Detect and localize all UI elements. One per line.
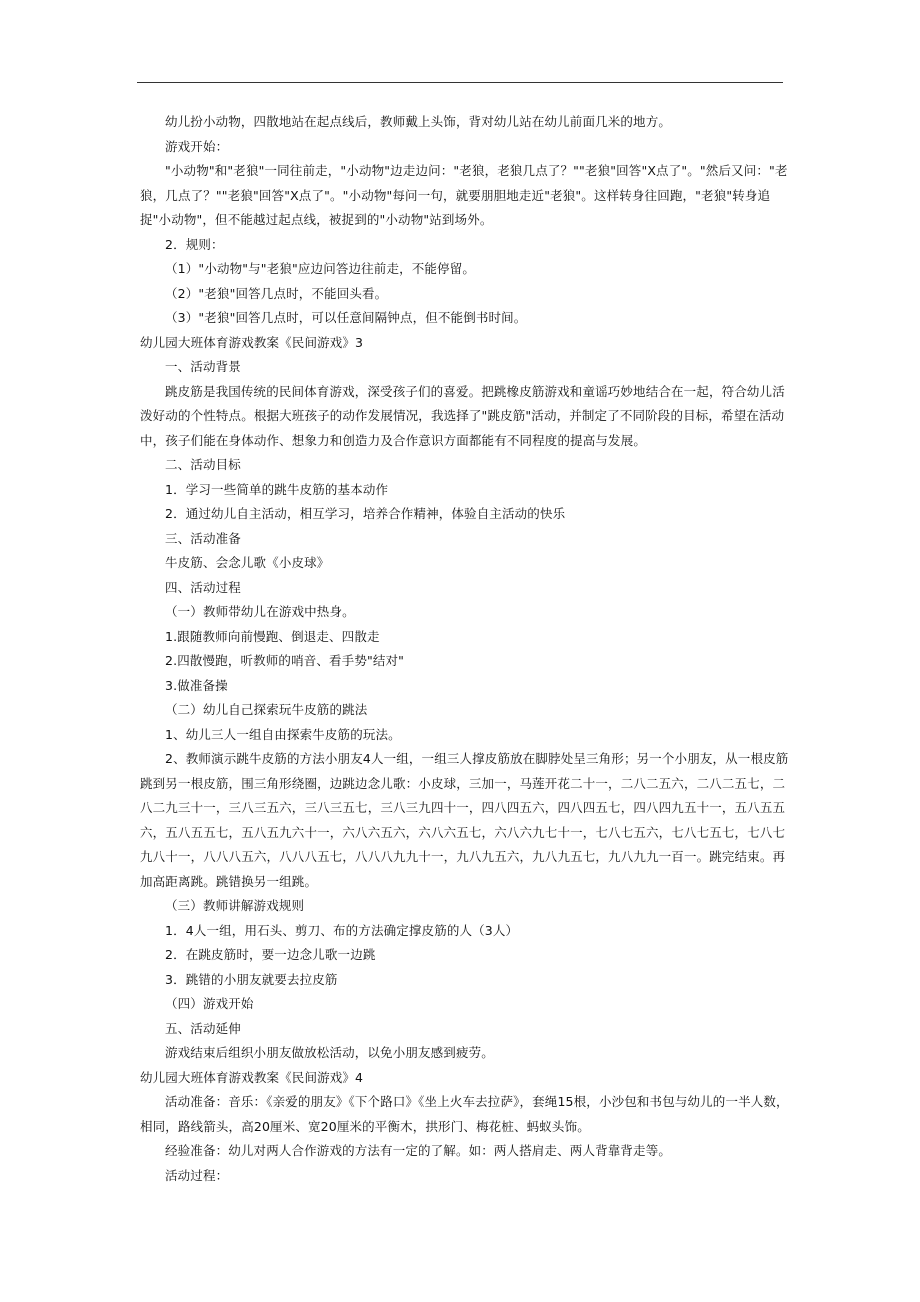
paragraph: 2．通过幼儿自主活动，相互学习，培养合作精神，体验自主活动的快乐 bbox=[165, 506, 566, 521]
paragraph: 活动过程： bbox=[165, 1167, 229, 1183]
paragraph: 幼儿扮小动物，四散地站在起点线后，教师戴上头饰，背对幼儿站在幼儿前面几米的地方。 bbox=[165, 114, 672, 129]
paragraph: 活动准备：音乐：《亲爱的朋友》《下个路口》《坐上火车去拉萨》，套绳15根，小沙包和书包与幼儿的一半人数，相同，路线箭头，高20厘米、宽20厘米的平衡木，拱形门、梅花桩、蚂蚁头饰。 bbox=[140, 1094, 789, 1134]
paragraph: 1．学习一些简单的跳牛皮筋的基本动作 bbox=[165, 481, 389, 497]
paragraph: 二、活动目标 bbox=[165, 457, 241, 472]
paragraph: 2.四散慢跑，听教师的哨音、看手势"结对" bbox=[165, 653, 405, 668]
paragraph: （2）"老狼"回答几点时，不能回头看。 bbox=[165, 285, 388, 301]
paragraph: 五、活动延伸 bbox=[165, 1020, 241, 1036]
paragraph: 3．跳错的小朋友就要去拉皮筋 bbox=[165, 971, 338, 987]
paragraph: 四、活动过程 bbox=[165, 579, 241, 595]
paragraph: 经验准备：幼儿对两人合作游戏的方法有一定的了解。如：两人搭肩走、两人背靠背走等。 bbox=[165, 1143, 672, 1158]
paragraph: 1、幼儿三人一组自由探索牛皮筋的玩法。 bbox=[165, 726, 401, 742]
section-title: 幼儿园大班体育游戏教案《民间游戏》4 bbox=[140, 1069, 364, 1085]
paragraph: （四）游戏开始 bbox=[165, 996, 254, 1011]
paragraph: 2．规则： bbox=[165, 236, 224, 252]
paragraph: 一、活动背景 bbox=[165, 359, 241, 374]
paragraph: 三、活动准备 bbox=[165, 530, 241, 546]
paragraph: （3）"老狼"回答几点时，可以任意间隔钟点，但不能倒书时间。 bbox=[165, 310, 527, 325]
paragraph: （二）幼儿自己探索玩牛皮筋的跳法 bbox=[165, 702, 368, 717]
paragraph: （1）"小动物"与"老狼"应边问答边往前走，不能停留。 bbox=[165, 261, 476, 276]
section-title: 幼儿园大班体育游戏教案《民间游戏》3 bbox=[140, 334, 364, 350]
header-rule bbox=[137, 82, 783, 83]
paragraph: 游戏开始： bbox=[165, 138, 229, 154]
paragraph: 牛皮筋、会念儿歌《小皮球》 bbox=[165, 555, 330, 570]
paragraph: "小动物"和"老狼"一同往前走，"小动物"边走边问："老狼，老狼几点了？""老狼"回答"X点了"。"然后又问："老狼，几点了？""老狼"回答"X点了"。"小动物"每问一句，就要朋胆地走近"老狼"。这样转身往回跑，"老狼"转身追捉"小动物"，但不能越过起点线，被捉到的"小动物"站到场外。 bbox=[140, 163, 788, 227]
paragraph: 1.跟随教师向前慢跑、倒退走、四散走 bbox=[165, 628, 380, 644]
paragraph: 游戏结束后组织小朋友做放松活动，以免小朋友感到疲劳。 bbox=[165, 1045, 494, 1060]
paragraph: 3.做准备操 bbox=[165, 677, 228, 693]
paragraph: 跳皮筋是我国传统的民间体育游戏，深受孩子们的喜爱。把跳橡皮筋游戏和童谣巧妙地结合在一起，符合幼儿活泼好动的个性特点。根据大班孩子的动作发展情况，我选择了"跳皮筋"活动，并制定了不同阶段的目标，希望在活动中，孩子们能在身体动作、想象力和创造力及合作意识方面都能有不同程度的提高与发展。 bbox=[140, 383, 785, 448]
paragraph: 1．4人一组，用石头、剪刀、布的方法确定撑皮筋的人（3人） bbox=[165, 922, 519, 938]
document-body bbox=[140, 110, 790, 1188]
paragraph: （一）教师带幼儿在游戏中热身。 bbox=[165, 604, 355, 619]
paragraph: （三）教师讲解游戏规则 bbox=[165, 898, 305, 913]
paragraph: 2、教师演示跳牛皮筋的方法小朋友4人一组，一组三人撑皮筋放在脚脖处呈三角形；另一个小朋友，从一根皮筋跳到另一根皮筋，围三角形绕圈，边跳边念儿歌：小皮球，三加一，马莲开花二十一，二八二五六，二八二五七，二八二九三十一，三八三五六，三八三五七，三八三九四十一，四八四五六，四八四五七，四八四九五十一，五八五五六，五八五五七，五八五九六十一，六八六五六，六八六五七，六八六九七十一，七八七五六，七八七五七，七八七九八十一，八八八五六，八八八五七，八八八九九十一，九八九五六，九八九五七，九八九九一百一。跳完结束。再加高距离跳。跳错换另一组跳。 bbox=[140, 751, 789, 889]
paragraph: 2．在跳皮筋时，要一边念儿歌一边跳 bbox=[165, 947, 376, 962]
